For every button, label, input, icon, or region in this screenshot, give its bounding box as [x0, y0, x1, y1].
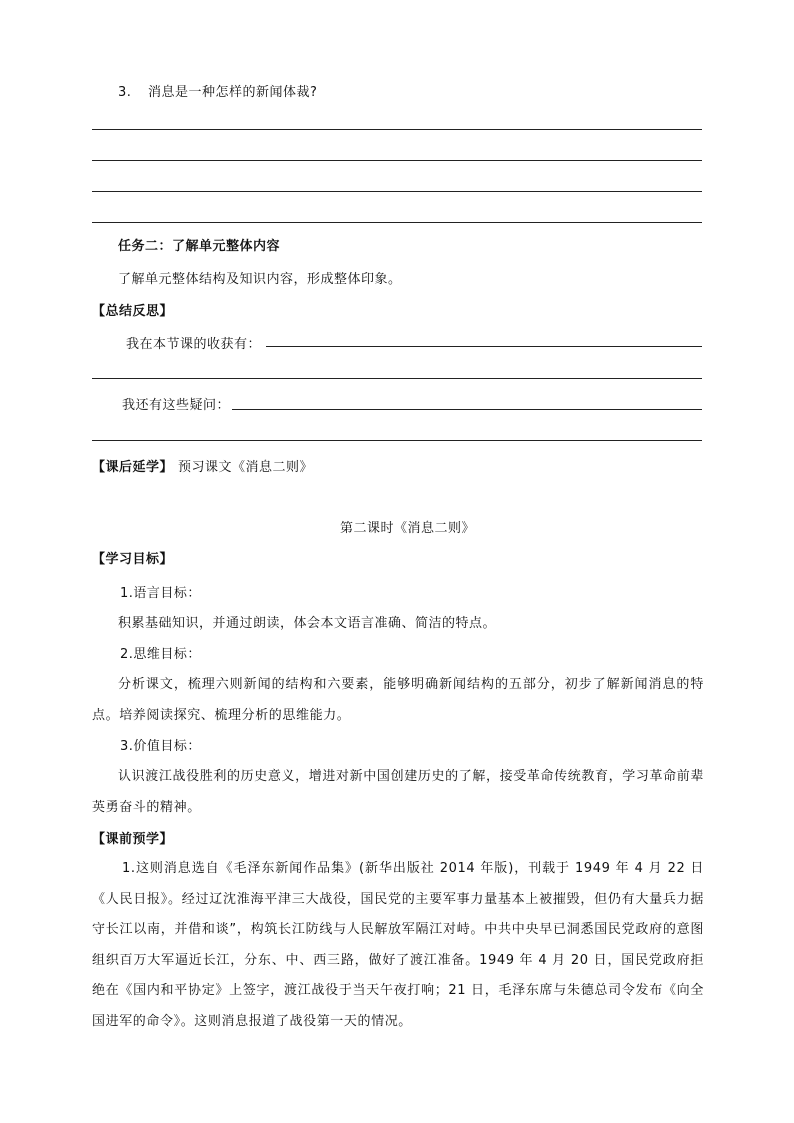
language-goal-label: 1.语言目标： — [120, 586, 201, 601]
preview-paragraph: 1.这则消息选自《毛泽东新闻作品集》(新华出版社 2014 年版)，刊载于 1949 年 4 月 22 日《人民日报》。经过辽沈淮海平津三大战役，国民党的主要军事力量基本上被摧毁，但仍有大量兵力据守长江以南，并借和谈”，构筑长江防线与人民解放军隔江对峙。中共中央早已洞悉国民党政府的意图组织百万大军逼近长江，分东、中、西三路，做好了渡江准备。1949 年 4 月 20 日，国民党政府拒绝在《国内和平协定》上签字，渡江战役于当天午夜打响；21 日，毛泽东席与朱德总司令发布《向全国进军的命令》。这则消息报道了战役第一天的情况。 — [92, 861, 704, 1029]
question-label: 我还有这些疑问： — [122, 398, 231, 413]
answer-line — [92, 378, 702, 379]
summary-heading: 【总结反思】 — [92, 304, 174, 319]
gain-label: 我在本节课的收获有： — [126, 337, 262, 352]
task2-description: 了解单元整体结构及知识内容，形成整体印象。 — [118, 272, 402, 287]
answer-line — [92, 222, 702, 223]
task2-heading: 任务二：了解单元整体内容 — [118, 239, 281, 254]
answer-line — [92, 440, 702, 441]
value-goal-label: 3.价值目标： — [120, 739, 201, 754]
gain-answer-line — [266, 346, 702, 347]
lesson-title: 第二课时《消息二则》 — [340, 521, 476, 536]
after-class-heading: 【课后延学】 — [92, 460, 174, 475]
answer-line — [92, 160, 702, 161]
preview-heading: 【课前预学】 — [92, 832, 174, 847]
language-goal-text: 积累基础知识，并通过朗读，体会本文语言准确、简洁的特点。 — [118, 616, 497, 631]
value-goal-text: 认识渡江战役胜利的历史意义，增进对新中国创建历史的了解，接受革命传统教育，学习革命前辈英勇奋斗的精神。 — [92, 769, 704, 815]
question-number: 3. — [118, 85, 132, 100]
answer-line — [92, 191, 702, 192]
thinking-goal-text: 分析课文，梳理六则新闻的结构和六要素，能够明确新闻结构的五部分，初步了解新闻消息的特点。培养阅读探究、梳理分析的思维能力。 — [92, 677, 704, 723]
question-answer-line — [232, 409, 702, 410]
question-text: 消息是一种怎样的新闻体裁? — [148, 85, 318, 100]
goals-heading: 【学习目标】 — [92, 552, 174, 567]
after-class-text: 预习课文《消息二则》 — [178, 460, 314, 475]
answer-line — [92, 129, 702, 130]
thinking-goal-label: 2.思维目标： — [120, 647, 201, 662]
